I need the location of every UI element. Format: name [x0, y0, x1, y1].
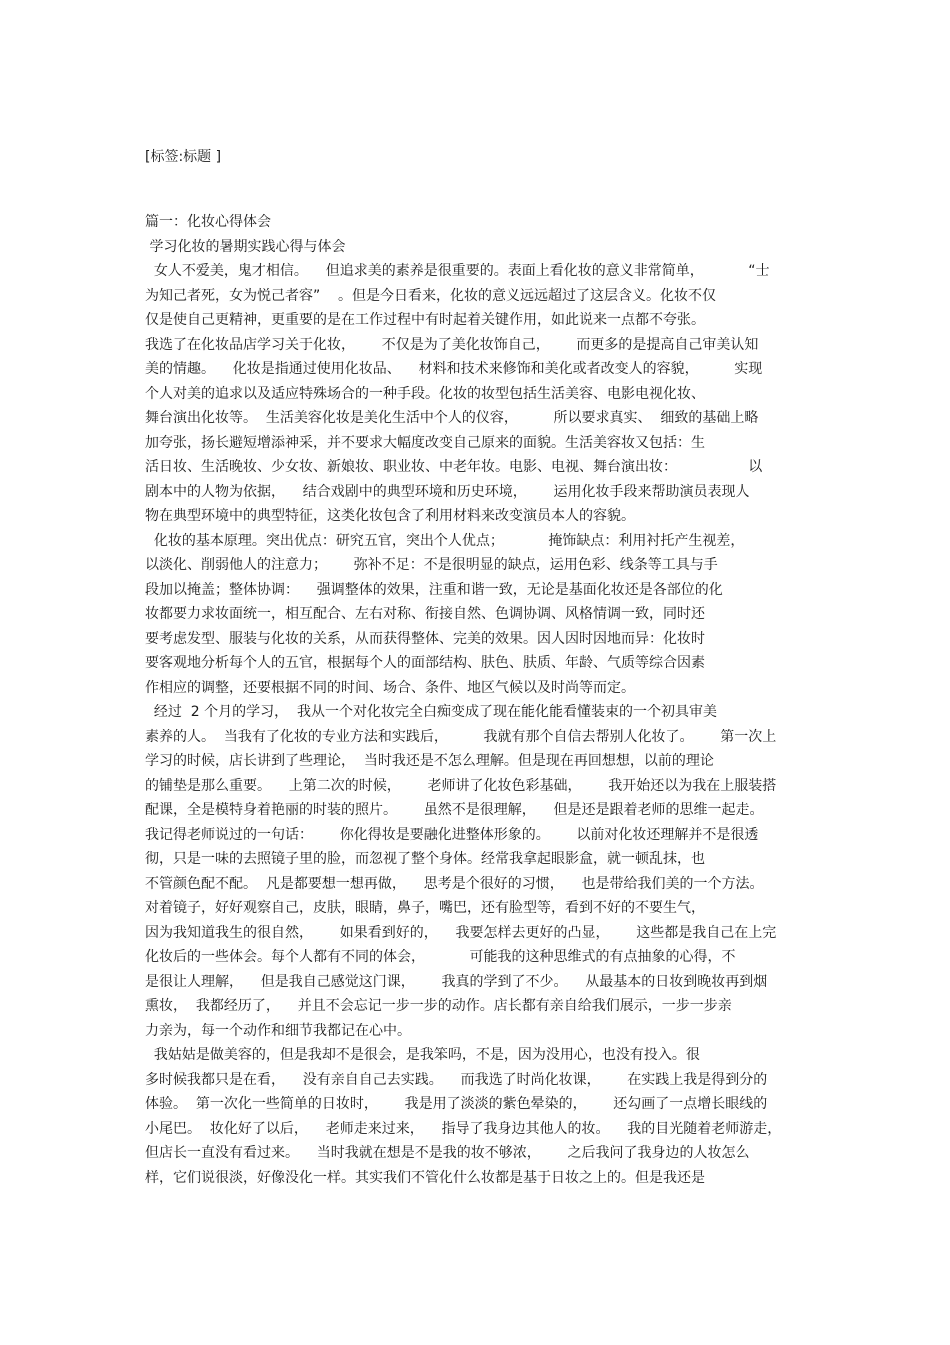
text-line: 活日妆、生活晚妆、少女妆、新娘妆、职业妆、中老年妆。电影、电视、舞台演出妆： 以: [145, 459, 763, 475]
text-line: 我选了在化妆品店学习关于化妆， 不仅是为了美化妆饰自己， 而更多的是提高自己审美认知: [145, 336, 759, 353]
text-line: 我姑姑是做美容的，但是我却不是很会，是我笨吗，不是，因为没用心，也没有投入。很: [145, 1047, 700, 1063]
text-line: 妆都要力求妆面统一，相互配合、左右对称、衔接自然、色调协调、风格情调一致，同时还: [145, 606, 705, 622]
text-line: 化妆后的一些体会。每个人都有不同的体会， 可能我的这种思维式的有点抽象的心得，不: [145, 949, 736, 965]
text-line: 化妆的基本原理。突出优点：研究五官，突出个人优点； 掩饰缺点：利用衬托产生视差，: [145, 532, 745, 549]
text-line: 学习的时候，店长讲到了些理论， 当时我还是不怎么理解。但是现在再回想想，以前的理论: [145, 753, 714, 769]
text-line: 多时候我都只是在看， 没有亲自自己去实践。 而我选了时尚化妆课， 在实践上我是得到分的: [145, 1071, 768, 1088]
article-title: 学习化妆的暑期实践心得与体会: [145, 238, 346, 255]
text-line: 剧本中的人物为依据， 结合戏剧中的典型环境和历史环境， 运用化妆手段来帮助演员表现人: [145, 483, 750, 500]
text-line: 对着镜子，好好观察自己，皮肤，眼睛，鼻子，嘴巴，还有脸型等，看到不好的不要生气，: [145, 900, 705, 916]
text-line: 是很让人理解， 但是我自己感觉这门课， 我真的学到了不少。 从最基本的日妆到晚妆再到烟: [145, 973, 768, 990]
text-line: 物在典型环境中的典型特征，这类化妆包含了利用材料来改变演员本人的容貌。: [145, 508, 635, 524]
tag-label: [标签:标题 ]: [145, 149, 222, 165]
text-line: 体验。 第一次化一些简单的日妆时， 我是用了淡淡的紫色晕染的， 还勾画了一点增长眼线的: [145, 1096, 768, 1112]
text-line: 熏妆， 我都经历了， 并且不会忘记一步一步的动作。店长都有亲自给我们展示，一步一步亲: [145, 998, 732, 1014]
text-line: 为知己者死，女为悦己者容” 。但是今日看来，化妆的意义远远超过了这层含义。化妆不仅: [145, 287, 717, 304]
text-line: 样，它们说很淡，好像没化一样。其实我们不管化什么妆都是基于日妆之上的。但是我还是: [145, 1169, 705, 1186]
text-line: 彻，只是一味的去照镜子里的脸，而忽视了整个身体。经常我拿起眼影盒，就一顿乱抹，也: [145, 851, 705, 867]
text-line: 力亲为，每一个动作和细节我都记在心中。: [145, 1022, 411, 1039]
text-line: 仅是使自己更精神，更重要的是在工作过程中有时起着关键作用，如此说来一点都不夸张。: [145, 312, 705, 328]
text-line: 素养的人。 当我有了化妆的专业方法和实践后， 我就有那个自信去帮别人化妆了。 第一次上: [145, 728, 777, 745]
text-line: 小尾巴。 妆化好了以后， 老师走来过来， 指导了我身边其他人的妆。 我的目光随着老师游走，: [145, 1120, 782, 1137]
section-title: 篇一：化妆心得体会: [145, 214, 271, 230]
text-line: 要考虑发型、服装与化妆的关系，从而获得整体、完美的效果。因人因时因地而异：化妆时: [145, 630, 705, 647]
text-line: 要客观地分析每个人的五官，根据每个人的面部结构、肤色、肤质、年龄、气质等综合因素: [145, 655, 705, 671]
text-line: 作相应的调整，还要根据不同的时间、场合、条件、地区气候以及时尚等而定。: [145, 679, 635, 696]
text-line: 不管颜色配不配。 凡是都要想一想再做， 思考是个很好的习惯， 也是带给我们美的一个方法。: [145, 875, 764, 892]
document-body: [145, 210, 810, 1190]
text-line: 配课，全是模特身着艳丽的时装的照片。 虽然不是很理解， 但是还是跟着老师的思维一起走。: [145, 802, 764, 818]
text-line: 舞台演出化妆等。 生活美容化妆是美化生活中个人的仪容， 所以要求真实、 细致的基础上略: [145, 410, 759, 426]
text-line: 女人不爱美，鬼才相信。 但追求美的素养是很重要的。表面上看化妆的意义非常简单， “士: [145, 263, 770, 279]
text-line: 的铺垫是那么重要。 上第二次的时候， 老师讲了化妆色彩基础， 我开始还以为我在上服装搭: [145, 777, 777, 794]
text-line: 因为我知道我生的很自然， 如果看到好的， 我要怎样去更好的凸显， 这些都是我自己在上完: [145, 924, 777, 941]
text-line: 但店长一直没有看过来。 当时我就在想是不是我的妆不够浓， 之后我问了我身边的人妆怎么: [145, 1145, 750, 1161]
text-line: 以淡化、削弱他人的注意力； 弥补不足：不是很明显的缺点，运用色彩、线条等工具与手: [145, 557, 718, 573]
text-line: 个人对美的追求以及适应特殊场合的一种手段。化妆的妆型包括生活美容、电影电视化妆、: [145, 385, 705, 402]
text-line: 经过 2 个月的学习， 我从一个对化妆完全白痴变成了现在能化能看懂装束的一个初具审美: [145, 704, 718, 720]
text-line: 加夸张，扬长避短增添神采，并不要求大幅度改变自己原来的面貌。生活美容妆又包括：生: [145, 434, 705, 451]
text-line: 段加以掩盖；整体协调： 强调整体的效果，注重和谐一致，无论是基面化妆还是各部位的化: [145, 581, 723, 598]
text-line: 我记得老师说过的一句话： 你化得妆是要融化进整体形象的。 以前对化妆还理解并不是很透: [145, 826, 759, 843]
text-line: 美的情趣。 化妆是指通过使用化妆品、 材料和技术来修饰和美化或者改变人的容貌， 实现: [145, 361, 763, 377]
